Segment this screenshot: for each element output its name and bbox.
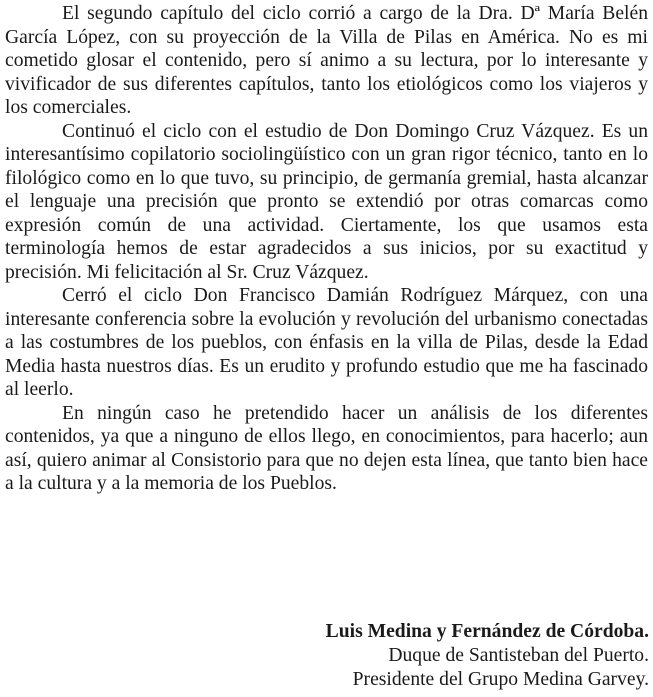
body-text — [5, 2, 648, 496]
signature-name: Luis Medina y Fernández de Córdoba. — [325, 621, 649, 642]
paragraph-4: En ningún caso he pretendido hacer un análisis de los diferentes contenidos, ya que a ninguno de ellos llego, en conocimientos, para hacerlo; aun así, quiero animar al Consistorio para que no dejen esta línea, que tanto bien hace a la cultura y a la memoria de los Pueblos. — [5, 402, 648, 494]
paragraph-1: El segundo capítulo del ciclo corrió a cargo de la Dra. Dª María Belén García López, con su proyección de la Villa de Pilas en América. No es mi cometido glosar el contenido, pero sí animo a su lectura, por lo interesante y vivificador de sus diferentes capítulos, tanto los etiológicos como los viajeros y los comerciales. — [5, 3, 648, 118]
signature-title-duke: Duque de Santisteban del Puerto. — [388, 645, 649, 666]
signature-title-president: Presidente del Grupo Medina Garvey. — [352, 669, 649, 690]
signature-block — [326, 620, 649, 692]
paragraph-2: Continuó el ciclo con el estudio de Don Domingo Cruz Vázquez. Es un interesantísimo copilatorio sociolingüístico con un gran rigor técnico, tanto en lo filológico como en lo que tuvo, su principio, de germanía gremial, hasta alcanzar el lenguaje una precisión que pronto se extendió por otras comarcas como expresión común de una actividad. Ciertamente, los que usamos esta terminología hemos de estar agradecidos a sus inicios, por su exactitud y precisión. Mi felicitación al Sr. Cruz Vázquez. — [5, 120, 648, 283]
paragraph-3: Cerró el ciclo Don Francisco Damián Rodríguez Márquez, con una interesante conferencia sobre la evolución y revolución del urbanismo conectadas a las costumbres de los pueblos, con énfasis en la villa de Pilas, desde la Edad Media hasta nuestros días. Es un erudito y profundo estudio que me ha fascinado al leerlo. — [5, 285, 648, 400]
